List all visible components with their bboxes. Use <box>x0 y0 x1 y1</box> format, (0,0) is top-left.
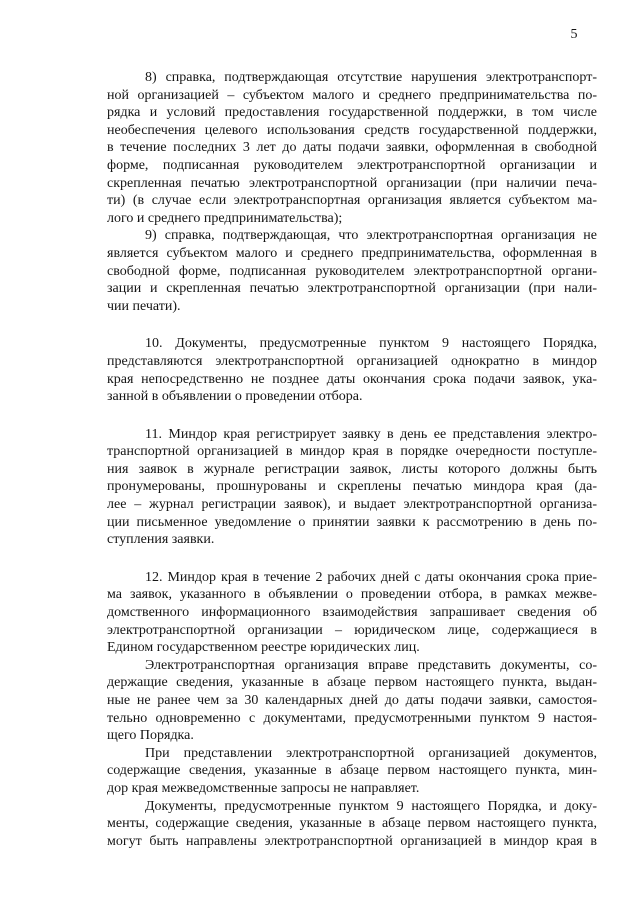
text-line: 12. Миндор края в течение 2 рабочих дней с даты окончания срока прие- <box>145 569 597 585</box>
text-line: чии печати). <box>107 298 181 314</box>
text-line: занной в объявлении о проведении отбора. <box>107 389 363 405</box>
text-line: является субъектом малого и среднего предпринимательства, оформленная в <box>107 245 597 261</box>
text-line: ступления заявки. <box>107 532 215 548</box>
paragraph-clause-10 <box>107 335 597 405</box>
text-line: ной организацией – субъектом малого и среднего предпринимательства по- <box>107 87 597 103</box>
text-line: содержащие сведения, указанные в абзаце первом настоящего пункта, мин- <box>107 763 597 779</box>
text-line: 8) справка, подтверждающая отсутствие нарушения электротранспорт- <box>145 70 597 85</box>
paragraph-clause-12-part-3 <box>107 745 597 798</box>
text-line: При представлении электротранспортной организацией документов, <box>145 745 597 761</box>
document-body <box>107 69 597 850</box>
paragraph-clause-11 <box>107 426 597 549</box>
text-line: домственного информационного взаимодействия запрашивает сведения об <box>107 605 597 621</box>
paragraph-item-8 <box>107 69 597 227</box>
text-line: скрепленная печатью электротранспортной организации (при наличии печа- <box>107 175 597 191</box>
text-line: Едином государственном реестре юридических лиц. <box>107 640 420 656</box>
text-line: края непосредственно не позднее даты окончания срока подачи заявок, ука- <box>107 371 597 387</box>
text-line: свободной форме, подписанная руководителем электротранспортной органи- <box>107 263 597 279</box>
text-line: Электротранспортная организация вправе представить документы, со- <box>145 657 597 673</box>
text-line: могут быть направлены электротранспортной организацией в миндор края в <box>107 833 597 849</box>
text-line: 9) справка, подтверждающая, что электротранспортная организация не <box>145 228 597 244</box>
text-line: ма заявок, указанного в объявлении о проведении отбора, в рамках межве- <box>107 587 597 603</box>
paragraph-item-9 <box>107 227 597 315</box>
text-line: ти) (в случае если электротранспортная организация является субъектом ма- <box>107 193 597 209</box>
text-line: лого и среднего предпринимательства); <box>107 210 343 226</box>
text-line: 10. Документы, предусмотренные пунктом 9 настоящего Порядка, <box>145 336 597 352</box>
paragraph-clause-12-part-2 <box>107 657 597 745</box>
text-line: необеспечения целевого использования средств государственной поддержки, <box>107 122 597 138</box>
text-line: пронумерованы, прошнурованы и скреплены печатью миндора края (да- <box>107 479 597 495</box>
text-line: держащие сведения, указанные в абзаце первом настоящего пункта, выдан- <box>107 675 597 691</box>
text-line: менты, содержащие сведения, указанные в абзаце первом настоящего пункта, <box>107 816 597 832</box>
text-line: ные не ранее чем за 30 календарных дней до даты подачи заявки, самостоя- <box>107 693 597 708</box>
text-line: Документы, предусмотренные пунктом 9 настоящего Порядка, и доку- <box>145 798 597 814</box>
text-line: 11. Миндор края регистрирует заявку в день ее представления электро- <box>145 426 597 442</box>
text-line: рядка и условий предоставления государственной поддержки, в том числе <box>107 105 597 121</box>
page-number: 5 <box>570 27 578 42</box>
paragraph-clause-12-part-4 <box>107 798 597 851</box>
text-line: ния заявок в журнале регистрации заявок, листы которого должны быть <box>107 461 597 477</box>
text-line: дор края межведомственные запросы не направляет. <box>107 780 420 796</box>
paragraph-clause-12 <box>107 569 597 657</box>
text-line: транспортной организацией в миндор края в порядке очередности поступле- <box>107 444 597 460</box>
text-line: представляются электротранспортной организацией однократно в миндор <box>107 353 597 369</box>
text-line: тельно одновременно с документами, предусмотренными пунктом 9 настоя- <box>107 710 597 726</box>
text-line: щего Порядка. <box>107 728 194 744</box>
text-line: зации и скрепленная печатью электротранспортной организации (при нали- <box>107 281 597 297</box>
text-line: в течение последних 3 лет до даты подачи заявки, оформленная в свободной <box>107 140 597 156</box>
text-line: форме, подписанная руководителем электротранспортной организации и <box>107 157 597 173</box>
text-line: ции письменное уведомление о принятии заявки к рассмотрению в день по- <box>107 514 597 530</box>
text-line: электротранспортной организации – юридическом лице, содержащиеся в <box>107 622 597 638</box>
text-line: лее – журнал регистрации заявок), и выдает электротранспортной организа- <box>107 497 597 513</box>
